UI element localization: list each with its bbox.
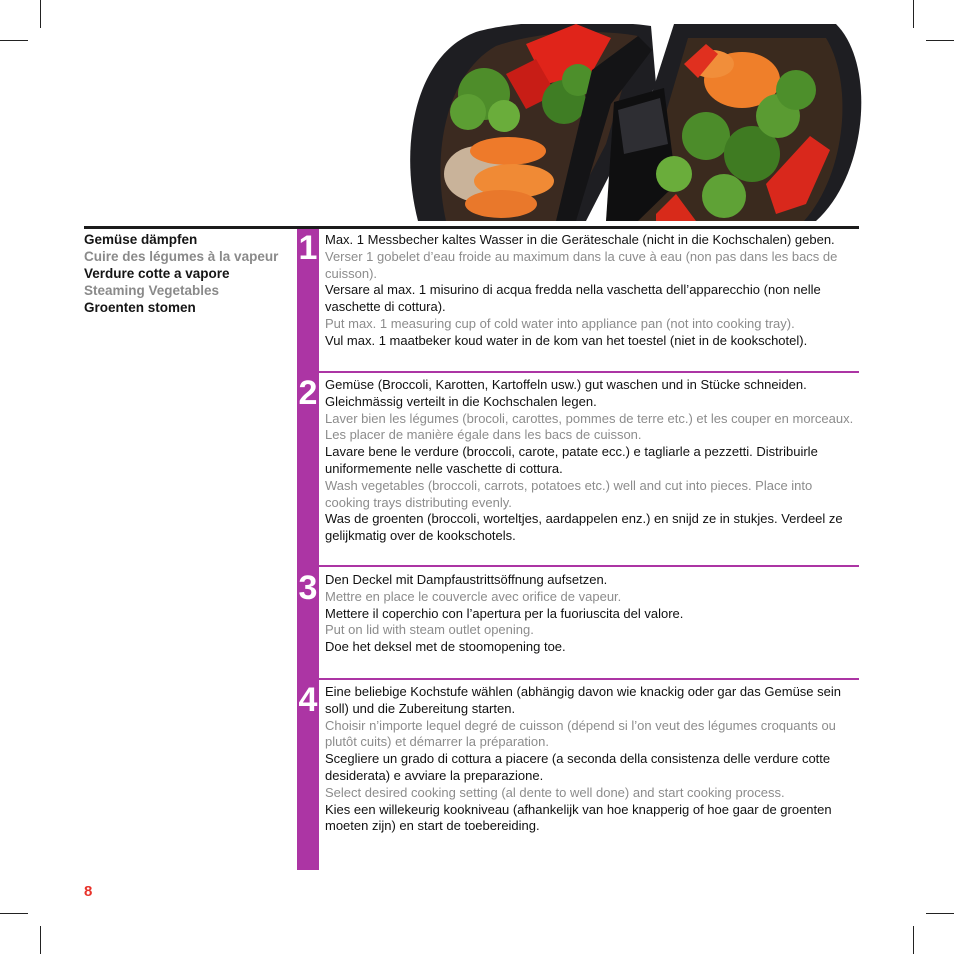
step-divider — [319, 565, 859, 567]
step-number: 1 — [298, 229, 318, 267]
title-fr: Cuire des légumes à la vapeur — [84, 249, 279, 264]
instruction-de: Max. 1 Messbecher kaltes Wasser in die Geräteschale (nicht in die Kochschalen) geben. — [325, 232, 835, 247]
instruction-it: Lavare bene le verdure (broccoli, carote, patate ecc.) e tagliarle a pezzetti. Distribuirle uniformemente nelle vaschette di cottura. — [325, 444, 818, 476]
instruction-nl: Was de groenten (broccoli, worteltjes, aardappelen enz.) en snijd ze in stukjes. Verdeel ze gelijkmatig over de kookschotels. — [325, 511, 843, 544]
step-instructions — [325, 377, 855, 545]
instruction-nl: Kies een willekeurig kookniveau (afhankelijk van hoe knapperig of hoe gaar de groenten moeten zijn) en start de toebereiding. — [325, 801, 832, 834]
step-instructions — [325, 572, 855, 656]
step-instructions — [325, 684, 855, 835]
recipe-titles — [84, 231, 294, 316]
instruction-fr: Laver bien les légumes (brocoli, carottes, pommes de terre etc.) et les couper en morceaux. Les placer de manière égale dans les bacs de cuisson. — [325, 410, 854, 443]
instruction-nl: Vul max. 1 maatbeker koud water in de kom van het toestel (niet in de kookschotel). — [325, 332, 808, 348]
instruction-it: Scegliere un grado di cottura a piacere (a seconda della consistenza delle verdure cotte desiderata) e avviare la preparazione. — [325, 751, 831, 783]
crop-mark — [913, 926, 914, 954]
title-en: Steaming Vegetables — [84, 283, 220, 298]
instruction-fr: Mettre en place le couvercle avec orifice de vapeur. — [325, 588, 622, 604]
instruction-de: Eine beliebige Kochstufe wählen (abhängig davon wie knackig oder gar das Gemüse sein soll) und die Zubereitung starten. — [325, 684, 841, 716]
crop-mark — [926, 40, 954, 41]
step-number: 4 — [298, 681, 318, 719]
title-nl: Groenten stomen — [84, 300, 196, 315]
page-number: 8 — [84, 883, 93, 900]
crop-mark — [40, 0, 41, 28]
crop-mark — [0, 40, 28, 41]
instruction-fr: Verser 1 gobelet d’eau froide au maximum dans la cuve à eau (non pas dans les bacs de cuisson). — [325, 248, 838, 281]
crop-mark — [913, 0, 914, 28]
instruction-en: Put on lid with steam outlet opening. — [325, 622, 534, 638]
crop-mark — [0, 913, 28, 914]
step-number: 2 — [298, 374, 318, 412]
instruction-it: Mettere il coperchio con l’apertura per la fuoriuscita del valore. — [325, 605, 684, 621]
instruction-de: Den Deckel mit Dampfaustrittsöffnung aufsetzen. — [325, 572, 608, 587]
title-it: Verdure cotte a vapore — [84, 266, 230, 281]
step-instructions — [325, 232, 855, 350]
instruction-de: Gemüse (Broccoli, Karotten, Kartoffeln usw.) gut waschen und in Stücke schneiden. Gleichmässig verteilt in die Kochschalen legen. — [325, 377, 807, 409]
instruction-it: Versare al max. 1 misurino di acqua fredda nella vaschetta dell’apparecchio (non nelle vaschette di cottura). — [325, 282, 821, 315]
title-de: Gemüse dämpfen — [84, 232, 198, 247]
crop-mark — [926, 913, 954, 914]
instruction-nl: Doe het deksel met de stoomopening toe. — [325, 639, 566, 655]
instruction-en: Put max. 1 measuring cup of cold water into appliance pan (not into cooking tray). — [325, 315, 795, 331]
steamer-vegetables-photo — [406, 24, 864, 221]
instruction-en: Wash vegetables (broccoli, carrots, potatoes etc.) well and cut into pieces. Place into cooking trays distributing evenly. — [325, 477, 813, 510]
step-divider — [319, 678, 859, 680]
step-number-bar — [297, 229, 319, 870]
step-number: 3 — [298, 569, 318, 607]
instruction-en: Select desired cooking setting (al dente to well done) and start cooking process. — [325, 784, 785, 800]
crop-mark — [40, 926, 41, 954]
header-rule — [84, 226, 859, 229]
step-divider — [319, 371, 859, 373]
instruction-fr: Choisir n’importe lequel degré de cuisson (dépend si l’on veut des légumes croquants ou plutôt cuits) et démarrer la préparation. — [325, 717, 836, 750]
